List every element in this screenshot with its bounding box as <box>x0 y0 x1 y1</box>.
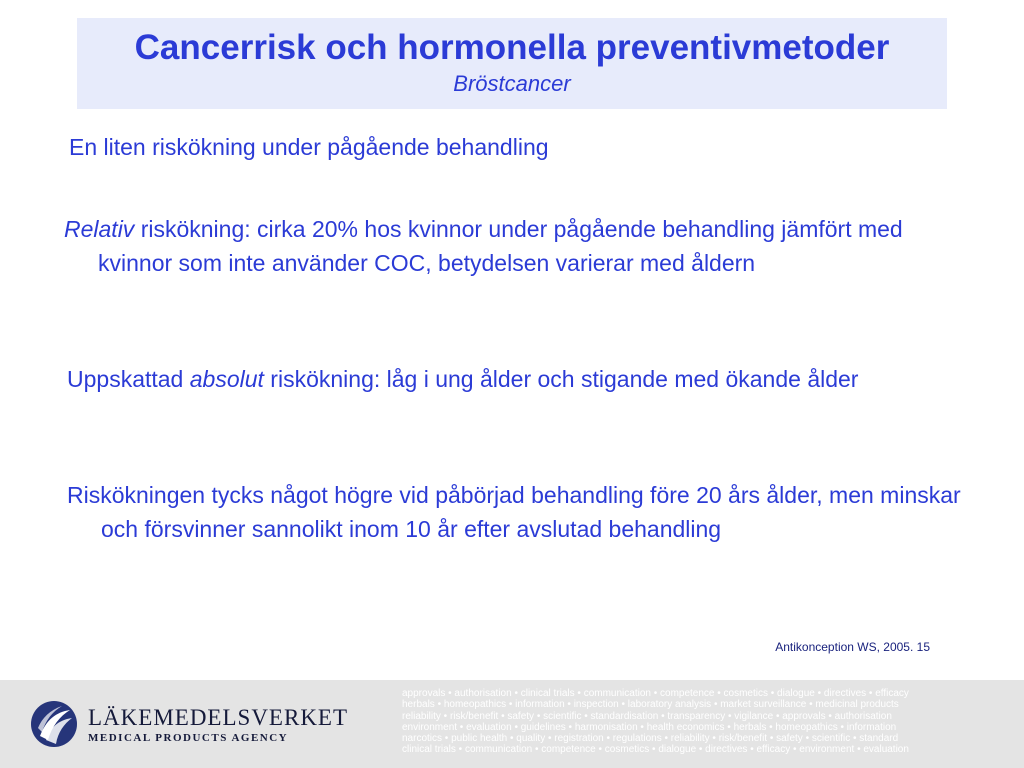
paragraph-3 <box>67 362 961 396</box>
slide-title: Cancerrisk och hormonella preventivmetoder <box>134 28 890 67</box>
watermark-line: herbals • homeopathics • information • inspection • laboratory analysis • market surveillance • medicinal products <box>402 699 899 711</box>
paragraph-1: En liten riskökning under pågående behandling <box>69 134 549 160</box>
paragraph-2 <box>64 212 958 280</box>
keyword-watermark <box>402 688 1024 756</box>
watermark-line: environment • evaluation • guidelines • harmonisation • health economics • herbals • homeopathics • information <box>402 721 897 733</box>
agency-logo-icon <box>30 700 78 748</box>
agency-brand <box>88 706 348 745</box>
watermark-line: approvals • authorisation • clinical trials • communication • competence • cosmetics • dialogue • directives • efficacy <box>402 688 909 699</box>
paragraph-3-prefix: Uppskattad <box>67 366 190 392</box>
paragraph-2-emphasis: Relativ <box>64 216 135 242</box>
watermark-line: clinical trials • communication • competence • cosmetics • dialogue • directives • efficacy • environment • evaluation <box>402 744 909 756</box>
paragraph-4: Riskökningen tycks något högre vid påbörjad behandling före 20 års ålder, men minskar och försvinner sannolikt inom 10 år efter avslutad behandling <box>67 482 961 542</box>
paragraph-2-text: riskökning: cirka 20% hos kvinnor under pågående behandling jämfört med kvinnor som inte använder COC, betydelsen varierar med åldern <box>98 216 903 276</box>
paragraph-3-emphasis: absolut <box>189 366 264 392</box>
footer-bar <box>0 680 1024 768</box>
watermark-line: narcotics • public health • quality • registration • regulations • reliability • risk/benefit • safety • scientific • standard <box>402 733 899 745</box>
paragraph-3-text: riskökning: låg i ung ålder och stigande med ökande ålder <box>263 366 859 392</box>
slide-subtitle: Bröstcancer <box>453 71 571 96</box>
watermark-line: reliability • risk/benefit • safety • scientific • standardisation • transparency • vigilance • approvals • authorisation <box>402 710 892 722</box>
agency-name: LÄKEMEDELSVERKET <box>88 705 349 730</box>
title-box <box>77 18 947 109</box>
source-citation: Antikonception WS, 2005. 15 <box>775 640 930 654</box>
agency-subtitle: MEDICAL PRODUCTS AGENCY <box>88 732 289 744</box>
